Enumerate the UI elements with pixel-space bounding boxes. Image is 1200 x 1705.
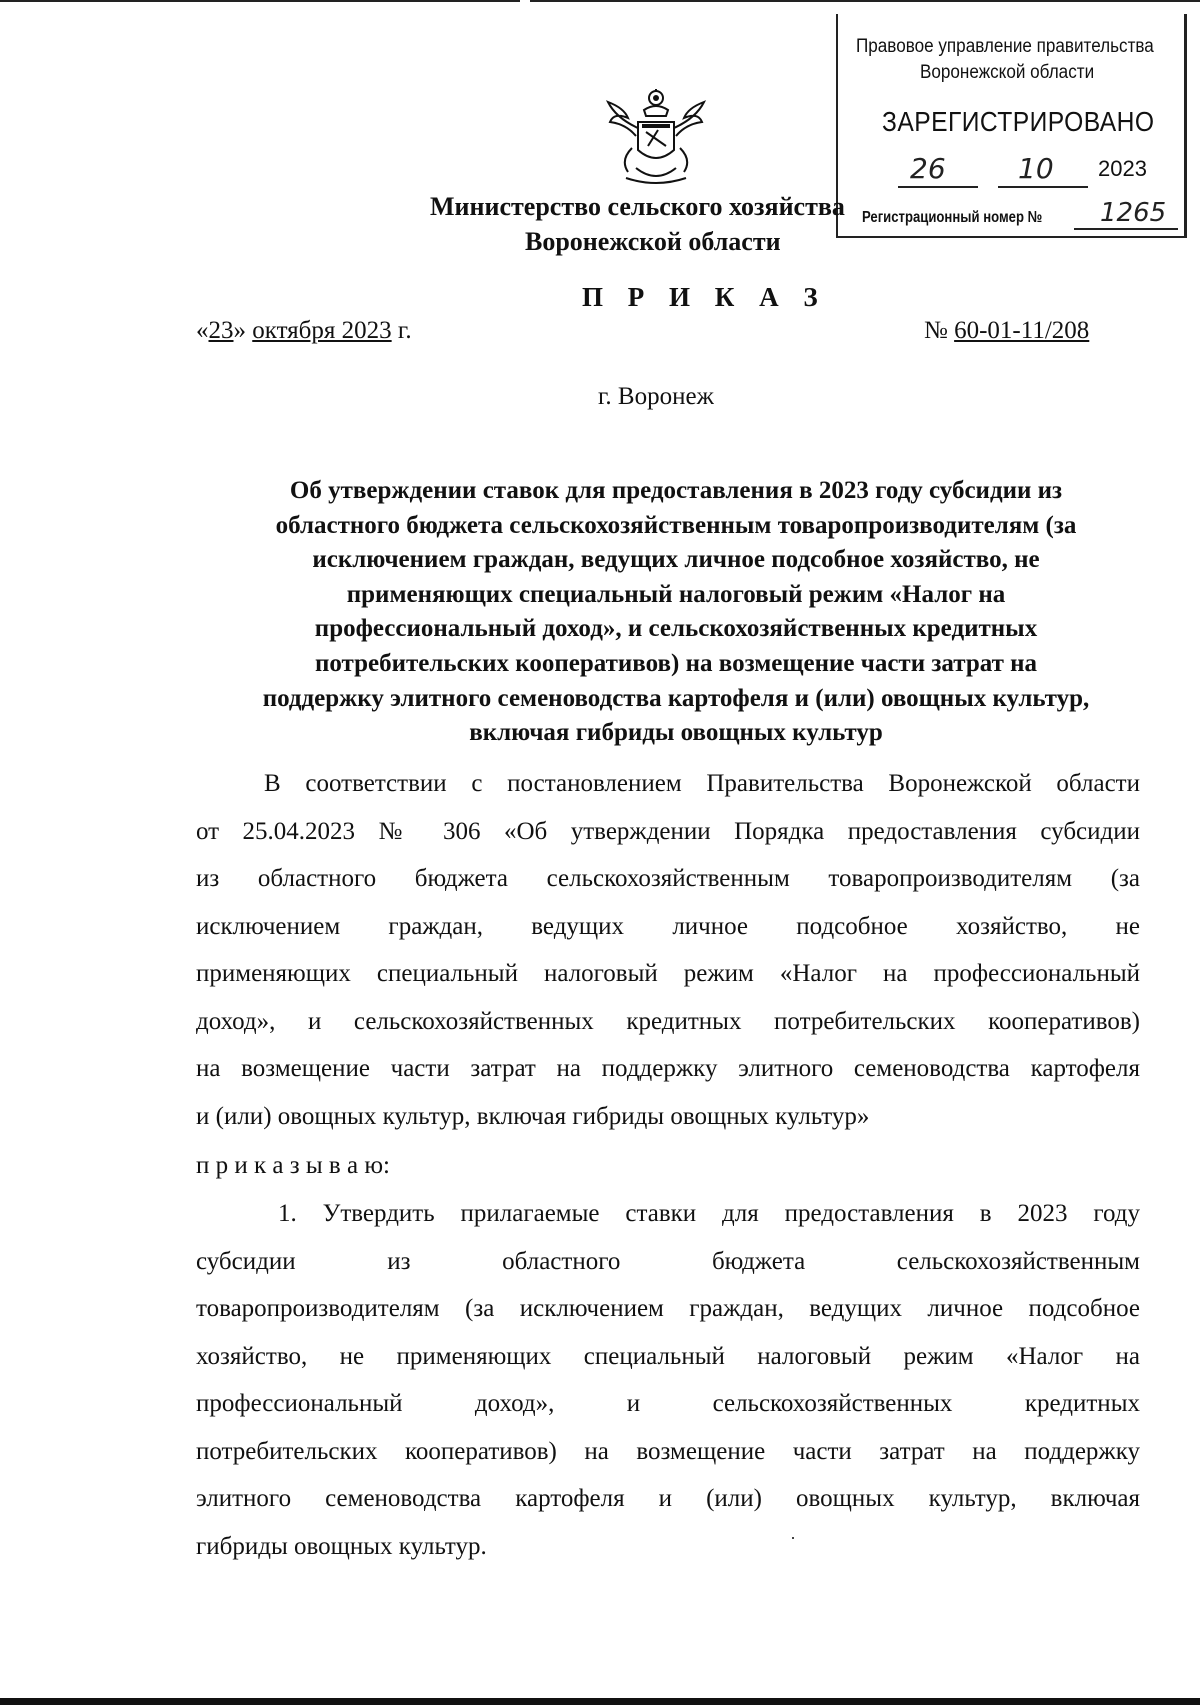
document-title bbox=[196, 474, 1156, 751]
order-date-suffix: г. bbox=[397, 317, 412, 344]
preamble-line: В соответствии с постановлением Правительства Воронежской области bbox=[264, 770, 1140, 797]
document-type: П Р И К А З bbox=[582, 282, 827, 312]
title-line: областного бюджета сельскохозяйственным товаропроизводителям (за bbox=[275, 511, 1077, 539]
item-1-line: элитного семеноводства картофеля и (или) овощных культур, включая bbox=[196, 1485, 1140, 1512]
title-line: профессиональный доход», и сельскохозяйственных кредитных bbox=[314, 615, 1038, 643]
stamp-region-line: Воронежской области bbox=[920, 62, 1095, 83]
item-1-paragraph bbox=[196, 1190, 1140, 1570]
item-1-line: потребительских кооперативов) на возмещение части затрат на поддержку bbox=[196, 1437, 1140, 1465]
ministry-name-line2: Воронежской области bbox=[525, 227, 781, 256]
order-date-day: 23 bbox=[208, 317, 234, 344]
preamble-line: исключением граждан, ведущих личное подсобное хозяйство, не bbox=[196, 912, 1140, 940]
stamp-date-month: 10 bbox=[1018, 152, 1054, 185]
item-1-line: гибриды овощных культур. bbox=[196, 1532, 487, 1560]
order-word: п р и к а з ы в а ю: bbox=[196, 1152, 390, 1179]
order-word-block bbox=[196, 1142, 1140, 1190]
item-1-line: хозяйство, не применяющих специальный налоговый режим «Налог на bbox=[196, 1342, 1140, 1370]
item-1-line: товаропроизводителям (за исключением граждан, ведущих личное подсобное bbox=[196, 1295, 1140, 1322]
scan-top-edge bbox=[0, 0, 1200, 2]
preamble-line: из областного бюджета сельскохозяйственным товаропроизводителям (за bbox=[196, 865, 1140, 892]
stamp-date-year: 2023 bbox=[1098, 156, 1147, 181]
title-line: применяющих специальный налоговый режим «Налог на bbox=[346, 580, 1006, 608]
item-1-line: субсидии из областного бюджета сельскохозяйственным bbox=[196, 1247, 1140, 1275]
stamp-department-line: Правовое управление правительства bbox=[856, 36, 1154, 57]
stamp-reg-number: 1265 bbox=[1100, 198, 1167, 228]
preamble-paragraph bbox=[196, 760, 1140, 1140]
title-line: поддержку элитного семеноводства картофеля и (или) овощных культур, bbox=[262, 684, 1090, 712]
scan-bottom-edge bbox=[0, 1698, 1200, 1705]
title-line: потребительских кооперативов) на возмещение части затрат на bbox=[314, 649, 1038, 677]
order-number-prefix: № bbox=[924, 317, 948, 344]
registration-stamp bbox=[836, 14, 1187, 238]
order-number-value: 60-01-11/208 bbox=[954, 317, 1090, 344]
preamble-line: и (или) овощных культур, включая гибриды овощных культур» bbox=[196, 1102, 870, 1130]
item-1-line: профессиональный доход», и сельскохозяйственных кредитных bbox=[196, 1390, 1140, 1417]
scan-speck bbox=[792, 1537, 794, 1539]
city: г. Воронеж bbox=[598, 383, 714, 410]
item-1-line: 1. Утвердить прилагаемые ставки для предоставления в 2023 году bbox=[278, 1200, 1140, 1227]
order-number bbox=[924, 317, 1089, 345]
ministry-name-line1: Министерство сельского хозяйства bbox=[430, 192, 845, 221]
preamble-line: доход», и сельскохозяйственных кредитных потребительских кооперативов) bbox=[196, 1007, 1140, 1035]
title-line: включая гибриды овощных культур bbox=[469, 719, 883, 747]
stamp-registration-number bbox=[862, 198, 1182, 232]
preamble-line: применяющих специальный налоговый режим «Налог на профессиональный bbox=[196, 960, 1140, 987]
order-date-month-year: октября 2023 bbox=[252, 317, 392, 344]
stamp-date bbox=[888, 152, 1178, 186]
stamp-date-day: 26 bbox=[910, 152, 946, 185]
title-line: Об утверждении ставок для предоставления в 2023 году субсидии из bbox=[289, 477, 1063, 504]
title-line: исключением граждан, ведущих личное подсобное хозяйство, не bbox=[312, 546, 1040, 574]
stamp-status: ЗАРЕГИСТРИРОВАНО bbox=[882, 106, 1155, 137]
preamble-line: на возмещение части затрат на поддержку элитного семеноводства картофеля bbox=[196, 1055, 1140, 1082]
preamble-line: от 25.04.2023 № 306 «Об утверждении Порядка предоставления субсидии bbox=[196, 817, 1140, 845]
coat-of-arms-icon bbox=[596, 88, 716, 188]
order-date: «23» октября 2023 г. bbox=[196, 317, 412, 344]
stamp-reg-label: Регистрационный номер № bbox=[862, 209, 1043, 226]
